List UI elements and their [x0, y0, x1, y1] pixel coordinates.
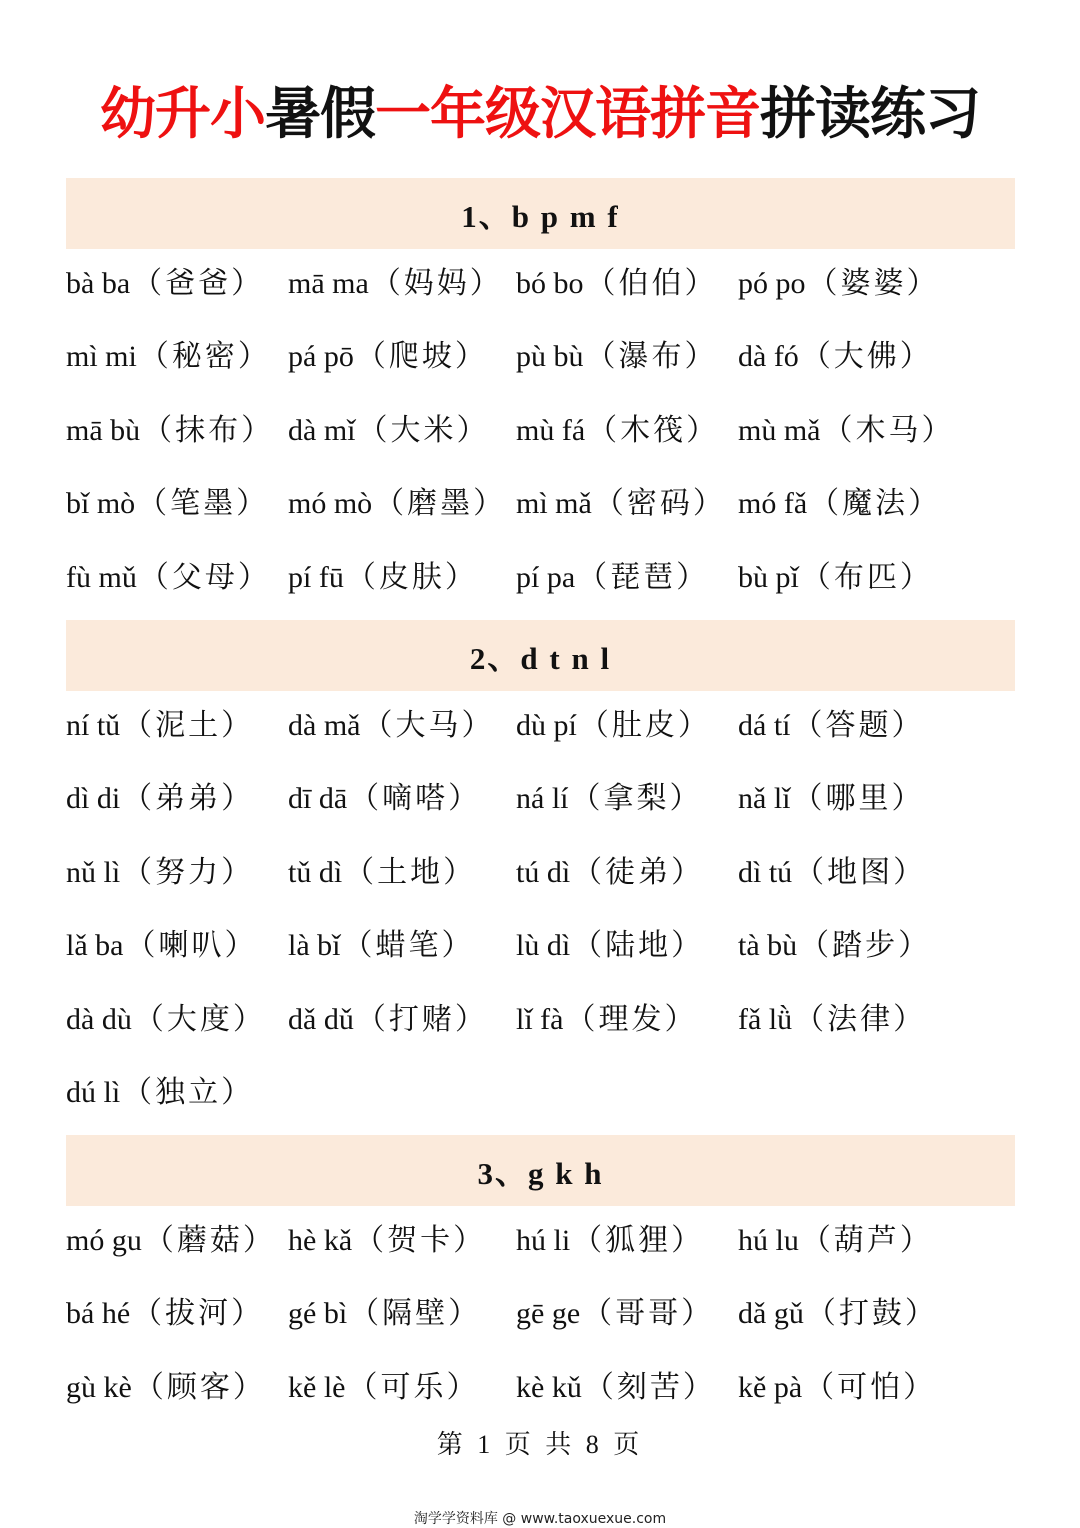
word-row — [66, 464, 1026, 538]
hanzi: （泥土） — [122, 708, 255, 742]
pinyin: bà ba — [66, 266, 131, 300]
pinyin: tǔ dì — [288, 855, 343, 889]
hanzi: （贺卡） — [354, 1223, 487, 1257]
pinyin: dá tí — [738, 708, 791, 742]
word-item — [288, 331, 516, 375]
pinyin: pí fū — [288, 560, 344, 594]
pinyin: dǎ dǔ — [288, 1002, 354, 1036]
word-item — [516, 920, 738, 964]
hanzi: （妈妈） — [370, 266, 503, 300]
hanzi: （可怕） — [804, 1370, 937, 1404]
word-item — [516, 258, 738, 302]
pinyin: ná lí — [516, 782, 569, 816]
word-row — [66, 537, 1026, 611]
hanzi: （抹布） — [142, 413, 275, 447]
pinyin: lǐ fà — [516, 1002, 564, 1036]
word-item — [516, 847, 738, 891]
word-item — [516, 700, 738, 744]
word-item — [66, 1067, 288, 1111]
word-item — [66, 1215, 288, 1259]
hanzi: （磨墨） — [374, 487, 507, 521]
word-item — [516, 331, 738, 375]
hanzi: （隔壁） — [349, 1297, 482, 1331]
pinyin: dù pí — [516, 708, 577, 742]
word-item — [66, 773, 288, 817]
pinyin: pá pō — [288, 340, 354, 374]
word-row — [66, 979, 1026, 1053]
hanzi: （顾客） — [133, 1370, 266, 1404]
hanzi: （布匹） — [800, 560, 933, 594]
hanzi: （理发） — [565, 1002, 698, 1036]
hanzi: （蘑菇） — [143, 1223, 276, 1257]
hanzi: （弟弟） — [122, 782, 255, 816]
hanzi: （木筏） — [587, 413, 720, 447]
word-item — [738, 1288, 978, 1332]
word-item — [738, 552, 978, 596]
title-part: 一年级汉语拼音 — [375, 82, 760, 147]
pinyin: dà dù — [66, 1002, 132, 1036]
word-item — [738, 258, 978, 302]
word-item — [516, 1215, 738, 1259]
word-item — [738, 331, 978, 375]
section-1-words — [66, 243, 1026, 611]
title-part: 幼升小 — [100, 82, 265, 147]
hanzi: （大米） — [357, 413, 490, 447]
pinyin: bó bo — [516, 266, 584, 300]
hanzi: （独立） — [122, 1076, 255, 1110]
word-item — [738, 994, 978, 1038]
pinyin: fù mǔ — [66, 560, 137, 594]
word-row — [66, 317, 1026, 391]
pinyin: dī dā — [288, 782, 348, 816]
hanzi: （琵琶） — [577, 560, 710, 594]
hanzi: （答题） — [792, 708, 925, 742]
word-item — [738, 478, 978, 522]
word-item — [288, 994, 516, 1038]
word-item — [66, 258, 288, 302]
hanzi: （打赌） — [355, 1002, 488, 1036]
word-item — [66, 331, 288, 375]
hanzi: （哥哥） — [582, 1297, 715, 1331]
word-item — [288, 920, 516, 964]
word-item — [738, 700, 978, 744]
word-item — [66, 1362, 288, 1406]
hanzi: （徒弟） — [572, 855, 705, 889]
hanzi: （父母） — [138, 560, 271, 594]
word-row — [66, 243, 1026, 317]
word-row — [66, 1274, 1026, 1348]
word-item — [516, 773, 738, 817]
word-item — [738, 405, 978, 449]
section-2-words — [66, 685, 1026, 1126]
hanzi: （爬坡） — [355, 340, 488, 374]
pinyin: mù fá — [516, 413, 586, 447]
pinyin: dì di — [66, 782, 121, 816]
word-item — [738, 920, 978, 964]
hanzi: （秘密） — [138, 340, 271, 374]
hanzi: （踏步） — [799, 929, 932, 963]
word-item — [516, 552, 738, 596]
word-item — [66, 994, 288, 1038]
word-item — [738, 847, 978, 891]
pinyin: dà fó — [738, 340, 799, 374]
hanzi: （瀑布） — [585, 340, 718, 374]
word-item — [738, 773, 978, 817]
pinyin: kě pà — [738, 1370, 803, 1404]
pinyin: dì tú — [738, 855, 793, 889]
pinyin: pó po — [738, 266, 806, 300]
word-row — [66, 1200, 1026, 1274]
hanzi: （土地） — [344, 855, 477, 889]
word-item — [516, 1362, 738, 1406]
word-item — [66, 478, 288, 522]
hanzi: （刻苦） — [583, 1370, 716, 1404]
pinyin: hú li — [516, 1223, 571, 1257]
hanzi: （拔河） — [132, 1297, 265, 1331]
word-item — [516, 405, 738, 449]
hanzi: （拿梨） — [570, 782, 703, 816]
pinyin: tà bù — [738, 929, 798, 963]
pinyin: mì mi — [66, 340, 137, 374]
word-row — [66, 685, 1026, 759]
pinyin: hè kǎ — [288, 1223, 353, 1257]
hanzi: （喇叭） — [125, 929, 258, 963]
pinyin: dà mǐ — [288, 413, 356, 447]
page-number: 第 1 页 共 8 页 — [436, 1430, 644, 1459]
word-item — [66, 1288, 288, 1332]
hanzi: （大佛） — [800, 340, 933, 374]
pinyin: bǐ mò — [66, 487, 136, 521]
pinyin: mù mǎ — [738, 413, 821, 447]
word-row — [66, 1347, 1026, 1421]
pinyin: mì mǎ — [516, 487, 592, 521]
word-item — [288, 552, 516, 596]
hanzi: （葫芦） — [800, 1223, 933, 1257]
hanzi: （笔墨） — [137, 487, 270, 521]
word-item — [66, 920, 288, 964]
hanzi: （密码） — [593, 487, 726, 521]
pinyin: bá hé — [66, 1297, 131, 1331]
hanzi: （陆地） — [572, 929, 705, 963]
word-item — [288, 258, 516, 302]
word-row — [66, 1053, 1026, 1127]
word-item — [66, 700, 288, 744]
hanzi: （大马） — [362, 708, 495, 742]
word-item — [516, 994, 738, 1038]
pinyin: tú dì — [516, 855, 571, 889]
hanzi: （可乐） — [347, 1370, 480, 1404]
pinyin: pí pa — [516, 560, 576, 594]
pinyin: mó mò — [288, 487, 373, 521]
pinyin: nǎ lǐ — [738, 782, 791, 816]
hanzi: （地图） — [794, 855, 927, 889]
hanzi: （皮肤） — [345, 560, 478, 594]
hanzi: （木马） — [822, 413, 955, 447]
pinyin: gē ge — [516, 1297, 581, 1331]
pinyin: hú lu — [738, 1223, 799, 1257]
hanzi: （嘀嗒） — [349, 782, 482, 816]
hanzi: （伯伯） — [585, 266, 718, 300]
pinyin: mā bù — [66, 413, 141, 447]
pinyin: lǎ ba — [66, 929, 124, 963]
hanzi: （爸爸） — [132, 266, 265, 300]
hanzi: （狐狸） — [572, 1223, 705, 1257]
pinyin: dú lì — [66, 1076, 121, 1110]
word-item — [288, 1215, 516, 1259]
word-item — [288, 773, 516, 817]
pinyin: mó fǎ — [738, 487, 808, 521]
pinyin: kè kǔ — [516, 1370, 582, 1404]
word-item — [288, 700, 516, 744]
word-item — [66, 405, 288, 449]
hanzi: （魔法） — [809, 487, 942, 521]
word-item — [66, 847, 288, 891]
word-item — [738, 1362, 978, 1406]
section-heading-3: 3、g k h — [66, 1135, 1015, 1206]
pinyin: gù kè — [66, 1370, 132, 1404]
pinyin: mā ma — [288, 266, 369, 300]
pinyin: mó gu — [66, 1223, 142, 1257]
pinyin: lù dì — [516, 929, 571, 963]
hanzi: （哪里） — [792, 782, 925, 816]
hanzi: （努力） — [122, 855, 255, 889]
hanzi: （法律） — [794, 1002, 927, 1036]
word-row — [66, 759, 1026, 833]
pinyin: pù bù — [516, 340, 584, 374]
word-item — [516, 478, 738, 522]
hanzi: （打鼓） — [805, 1297, 938, 1331]
hanzi: （大度） — [133, 1002, 266, 1036]
word-row — [66, 906, 1026, 980]
word-item — [288, 478, 516, 522]
hanzi: （婆婆） — [807, 266, 940, 300]
pinyin: kě lè — [288, 1370, 346, 1404]
word-item — [288, 1288, 516, 1332]
word-item — [288, 405, 516, 449]
hanzi: （肚皮） — [578, 708, 711, 742]
word-item — [66, 552, 288, 596]
title-part: 暑假 — [265, 82, 375, 147]
title-part: 拼读练习 — [760, 82, 980, 147]
pinyin: fǎ lǜ — [738, 1002, 793, 1036]
word-item — [516, 1288, 738, 1332]
section-3-words — [66, 1200, 1026, 1421]
pinyin: nǔ lì — [66, 855, 121, 889]
section-heading-1: 1、b p m f — [66, 178, 1015, 249]
pinyin: ní tǔ — [66, 708, 121, 742]
pinyin: dà mǎ — [288, 708, 361, 742]
pinyin: gé bì — [288, 1297, 348, 1331]
word-item — [738, 1215, 978, 1259]
word-item — [288, 847, 516, 891]
pinyin: bù pǐ — [738, 560, 799, 594]
pinyin: là bǐ — [288, 929, 341, 963]
word-row — [66, 390, 1026, 464]
watermark: 淘学学资料库 @ www.taoxuexue.com — [413, 1511, 667, 1527]
word-item — [288, 1362, 516, 1406]
hanzi: （蜡笔） — [342, 929, 475, 963]
pinyin: dǎ gǔ — [738, 1297, 804, 1331]
section-heading-2: 2、d t n l — [66, 620, 1015, 691]
page-title — [0, 80, 1080, 150]
word-row — [66, 832, 1026, 906]
